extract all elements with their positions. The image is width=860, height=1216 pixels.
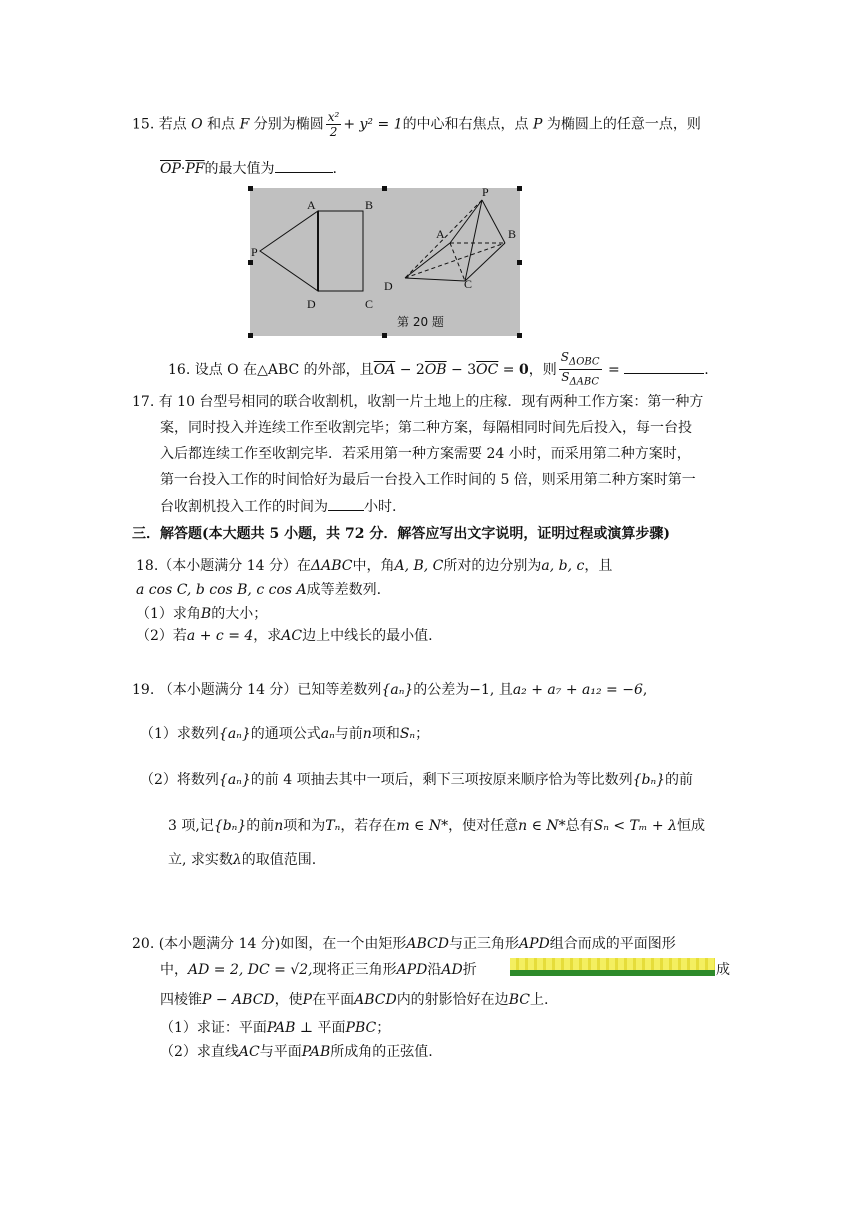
q17-line5: 台收割机投入工作的时间为 小时.	[160, 496, 396, 517]
figure-q20	[250, 188, 520, 336]
q17-line1: 17. 有 10 台型号相同的联合收割机，收割一片土地上的庄稼．现有两种工作方案：第一种方	[132, 394, 704, 410]
resize-handle-ml[interactable]	[248, 260, 253, 265]
q18-part2: （2）若a + c = 4，求AC边上中线长的最小值.	[136, 628, 433, 644]
pyramid-figure	[405, 200, 505, 281]
figure-caption: 第 20 题	[397, 315, 444, 329]
q18-line2: a cos C, b cos B, c cos A成等差数列.	[136, 582, 382, 598]
q15-line1: 15. 若点 O 和点 F 分别为椭圆 $\frac{\text{x²}}{2}$ + y² = 1的中心和右焦点，点 P 为椭圆上的任意一点，则	[132, 110, 701, 139]
resize-handle-bc[interactable]	[382, 333, 387, 338]
label-p1: P	[251, 245, 258, 259]
label-a1: A	[307, 198, 316, 212]
resize-handle-br[interactable]	[517, 333, 522, 338]
figure-drawing	[250, 188, 520, 336]
label-p2: P	[482, 188, 489, 199]
label-b2: B	[508, 227, 517, 241]
q17-answer-blank	[328, 496, 364, 511]
q20-line2-end: 成	[716, 962, 730, 978]
label-d1: D	[307, 297, 316, 311]
rectangle-abcd	[318, 211, 363, 291]
label-c1: C	[365, 297, 374, 311]
q20-line3: 四棱锥P − ABCD，使P在平面ABCD内的射影恰好在边BC上.	[160, 992, 549, 1008]
q19-part2-line3: 立, 求实数λ的取值范围.	[168, 852, 317, 868]
resize-handle-tl[interactable]	[248, 186, 253, 191]
q20-line2: 中，AD = 2, DC = √2,现将正三角形APD沿AD折	[160, 962, 477, 978]
label-b1: B	[365, 198, 374, 212]
q20-part2: （2）求直线AC与平面PAB所成角的正弦值.	[160, 1044, 433, 1060]
q20-line1: 20. (本小题满分 14 分)如图，在一个由矩形ABCD与正三角形APD组合而成的平面图形	[132, 936, 676, 952]
label-a2: A	[436, 227, 445, 241]
q18-part1: （1）求角B的大小；	[136, 606, 268, 622]
resize-handle-tc[interactable]	[382, 186, 387, 191]
label-c2: C	[464, 277, 473, 291]
q17-line4: 第一台投入工作的时间恰好为最后一台投入工作时间的 5 倍，则采用第二种方案时第一	[160, 472, 696, 488]
resize-handle-mr[interactable]	[517, 260, 522, 265]
q17-line2: 案，同时投入并连续工作至收割完毕；第二种方案，每隔相同时间先后投入，每一台投	[160, 420, 692, 436]
label-d2: D	[384, 279, 393, 293]
resize-handle-tr[interactable]	[517, 186, 522, 191]
triangle-apd	[260, 211, 318, 291]
q19-line1: 19. （本小题满分 14 分）已知等差数列{aₙ}的公差为−1, 且a₂ + a₇ + a₁₂ = −6,	[132, 682, 648, 698]
q16-line: 16. 设点 O 在△ABC 的外部，且$\overline{OA} - 2\overline{OB} - 3\overline{OC} = 0$，则 $\frac{S_{\Delta OBC}}{S_{\Delta ABC}}$ = .	[168, 350, 709, 388]
q19-part1: （1）求数列{aₙ}的通项公式aₙ与前n项和Sₙ；	[140, 726, 430, 742]
q16-answer-blank	[624, 359, 704, 374]
planar-figure	[260, 211, 363, 291]
q18-line1: 18.（本小题满分 14 分）在ΔABC中，角A, B, C所对的边分别为a, b, c，且	[136, 558, 613, 574]
q15-line2: $\overline{OP}\cdot\overline{PF}$的最大值为 .	[160, 158, 337, 179]
resize-handle-bl[interactable]	[248, 333, 253, 338]
q19-part2-line2: 3 项,记{bₙ}的前n项和为Tₙ，若存在m ∈ N*，使对任意n ∈ N*总有Sₙ < Tₘ + λ恒成	[168, 818, 705, 834]
q19-part2-line1: （2）将数列{aₙ}的前 4 项抽去其中一项后，剩下三项按原来顺序恰为等比数列{bₙ}的前	[140, 772, 694, 788]
q15-answer-blank	[275, 158, 333, 173]
ellipse-fraction: $\frac{\text{x²}}{2}$	[327, 110, 340, 139]
area-ratio-fraction: $\frac{S_{\Delta OBC}}{S_{\Delta ABC}}$	[560, 350, 600, 388]
highlight-strip	[510, 958, 715, 976]
section-3-heading: 三．解答题(本大题共 5 小题，共 72 分．解答应写出文字说明，证明过程或演算步骤)	[132, 526, 670, 542]
q17-line3: 入后都连续工作至收割完毕．若采用第一种方案需要 24 小时，而采用第二种方案时，	[160, 446, 691, 462]
q20-part1: （1）求证：平面PAB ⊥ 平面PBC；	[160, 1020, 391, 1036]
